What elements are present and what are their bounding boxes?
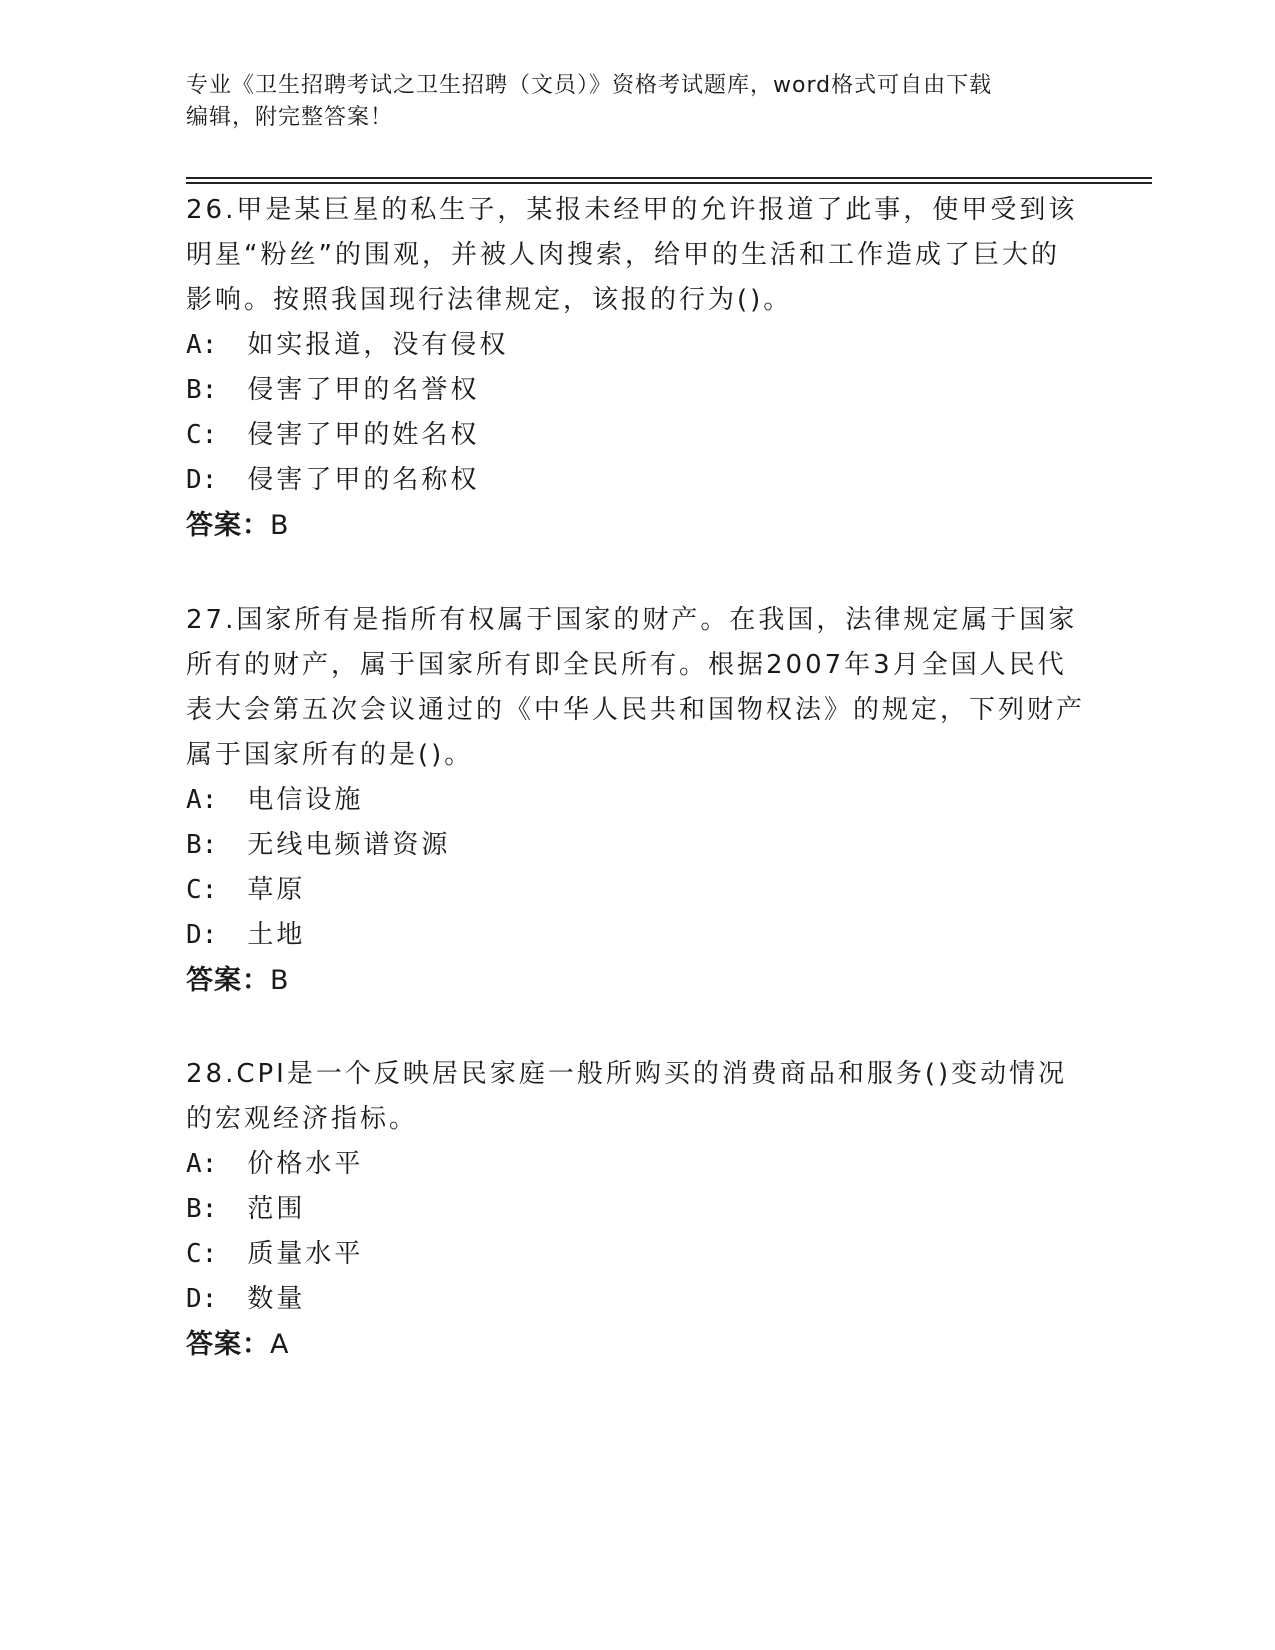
answer-value: A <box>270 1329 290 1360</box>
option-letter: A: <box>186 1149 218 1179</box>
question-stem: 26.甲是某巨星的私生子，某报未经甲的允许报道了此事，使甲受到该明星“粉丝”的围观，并被人肉搜索，给甲的生活和工作造成了巨大的影响。按照我国现行法律规定，该报的行为()。 <box>186 195 1078 315</box>
option-text: 无线电频谱资源 <box>247 830 451 860</box>
option-text: 范围 <box>247 1194 306 1224</box>
option-d <box>186 913 1086 958</box>
option-a <box>186 1142 1086 1187</box>
option-text: 草原 <box>247 875 306 905</box>
option-text: 侵害了甲的名誉权 <box>247 375 480 405</box>
answer-label: 答案： <box>186 965 270 996</box>
option-b <box>186 1187 1086 1232</box>
option-letter: C: <box>186 420 218 450</box>
option-letter: D: <box>186 465 218 495</box>
option-letter: A: <box>186 785 218 815</box>
option-c <box>186 868 1086 913</box>
option-a <box>186 323 1086 368</box>
option-d <box>186 458 1086 503</box>
header-divider-top <box>186 177 1152 179</box>
header-line-2: 编辑，附完整答案！ <box>186 105 394 130</box>
option-a <box>186 778 1086 823</box>
option-text: 土地 <box>247 920 306 950</box>
option-d <box>186 1277 1086 1322</box>
option-text: 侵害了甲的名称权 <box>247 465 480 495</box>
answer-label: 答案： <box>186 1329 270 1360</box>
option-c <box>186 1232 1086 1277</box>
option-text: 质量水平 <box>247 1239 364 1269</box>
option-letter: D: <box>186 1284 218 1314</box>
option-letter: D: <box>186 920 218 950</box>
option-b <box>186 368 1086 413</box>
answer-line <box>186 958 1086 1003</box>
option-letter: B: <box>186 375 218 405</box>
answer-value: B <box>270 510 290 541</box>
question-stem: 28.CPI是一个反映居民家庭一般所购买的消费商品和服务()变动情况的宏观经济指标。 <box>186 1059 1068 1134</box>
question-26 <box>186 188 1086 548</box>
header-line-1: 专业《卫生招聘考试之卫生招聘（文员）》资格考试题库，word格式可自由下载 <box>186 73 993 98</box>
option-text: 价格水平 <box>247 1149 364 1179</box>
question-28 <box>186 1052 1086 1367</box>
option-c <box>186 413 1086 458</box>
question-27 <box>186 598 1086 1003</box>
option-text: 电信设施 <box>247 785 364 815</box>
option-b <box>186 823 1086 868</box>
question-stem: 27.国家所有是指所有权属于国家的财产。在我国，法律规定属于国家所有的财产，属于国家所有即全民所有。根据2007年3月全国人民代表大会第五次会议通过的《中华人民共和国物权法》的规定，下列财产属于国家所有的是()。 <box>186 605 1086 770</box>
option-letter: B: <box>186 1194 218 1224</box>
answer-line <box>186 503 1086 548</box>
option-letter: A: <box>186 330 218 360</box>
option-text: 侵害了甲的姓名权 <box>247 420 480 450</box>
option-letter: B: <box>186 830 218 860</box>
option-text: 如实报道，没有侵权 <box>247 330 509 360</box>
document-header <box>186 70 1066 134</box>
option-letter: C: <box>186 1239 218 1269</box>
option-letter: C: <box>186 875 218 905</box>
answer-line <box>186 1322 1086 1367</box>
answer-value: B <box>270 965 290 996</box>
header-divider-bottom <box>186 182 1152 184</box>
option-text: 数量 <box>247 1284 306 1314</box>
answer-label: 答案： <box>186 510 270 541</box>
